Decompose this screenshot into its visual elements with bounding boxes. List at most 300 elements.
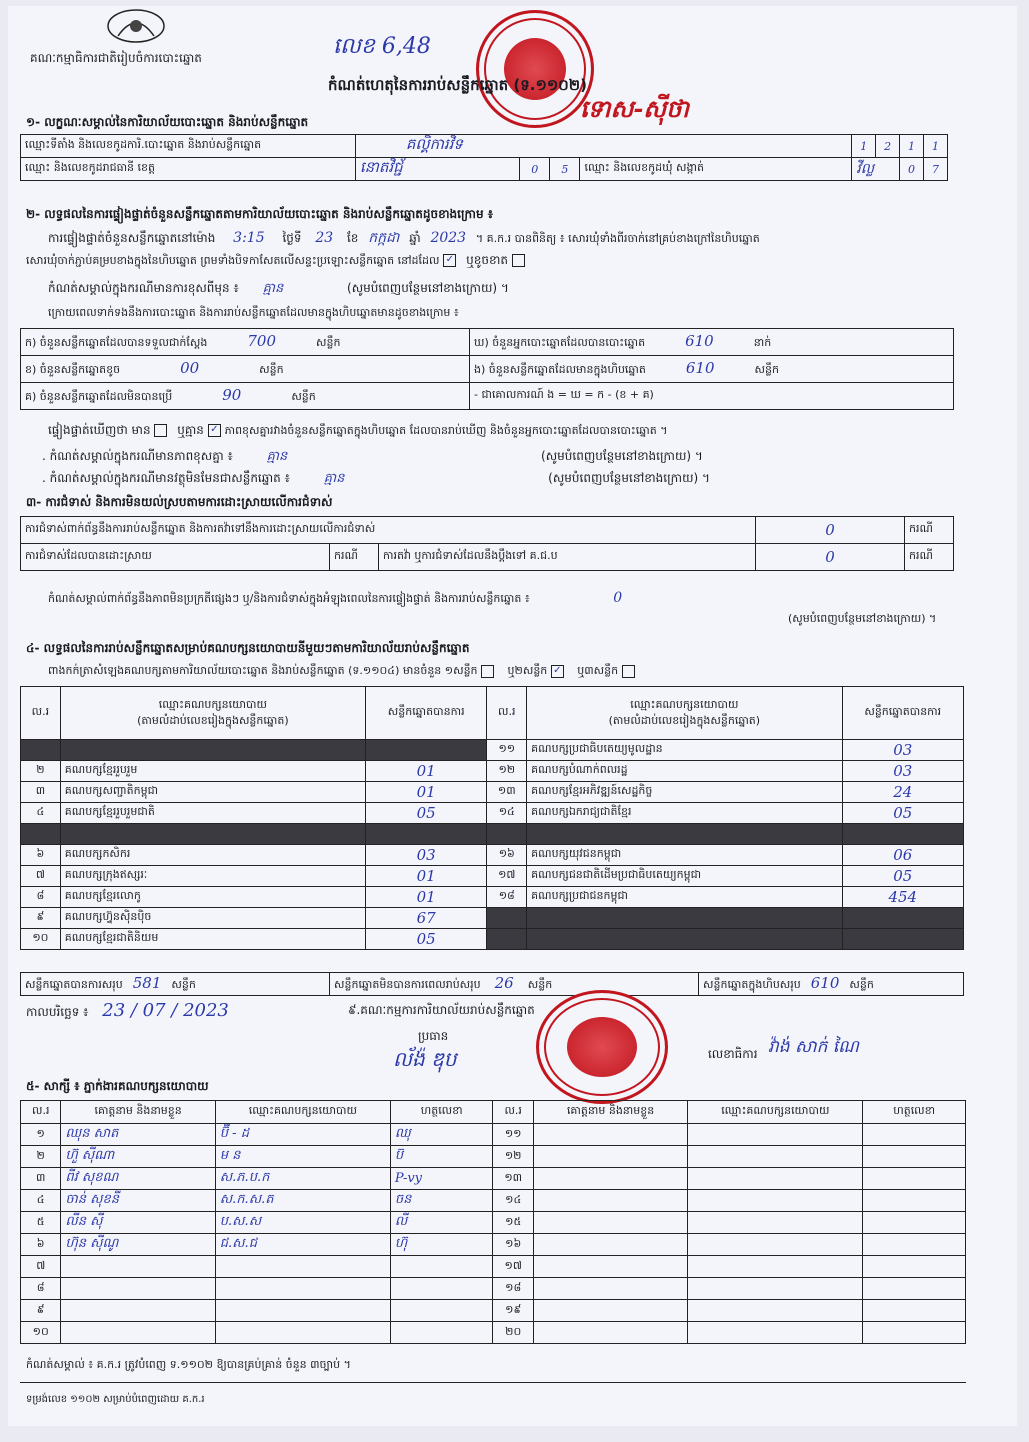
witness-name xyxy=(533,1146,687,1168)
party-name: គណបក្សជនជាតិដើមប្រជាធិបតេយ្យកម្ពុជា xyxy=(527,866,842,887)
col-party-left-title: ឈ្មោះគណបក្សនយោបាយ xyxy=(158,698,267,711)
col-party-right xyxy=(527,687,842,740)
witness-party xyxy=(688,1190,863,1212)
witness-party: ប.ស.ស xyxy=(215,1212,390,1234)
witness-party xyxy=(215,1278,390,1300)
objection-row1-unit: ករណី xyxy=(905,517,954,544)
w-col-no-left: ល.រ xyxy=(21,1101,61,1124)
party-no xyxy=(487,929,527,950)
two-sheets-checkbox[interactable]: ✓ xyxy=(551,665,564,678)
party-no: ៨ xyxy=(21,887,61,908)
witness-signature xyxy=(863,1278,966,1300)
party-votes xyxy=(842,908,963,929)
witness-signature xyxy=(863,1146,966,1168)
witness-name: ហ៊ួ ស៊ីណា xyxy=(61,1146,215,1168)
count-e-unit: សន្លឹក xyxy=(754,363,779,376)
party-no: ៦ xyxy=(21,845,61,866)
section3-note xyxy=(48,590,622,608)
col-no-right: ល.រ xyxy=(487,687,527,740)
witness-name xyxy=(533,1322,687,1344)
party-no: ២ xyxy=(21,761,61,782)
section4-sub xyxy=(48,664,635,680)
count-c-value: 90 xyxy=(222,386,242,404)
witness-signature xyxy=(390,1300,493,1322)
verify-month-label: ខែ xyxy=(346,231,359,245)
witness-party xyxy=(688,1212,863,1234)
verify-day: 23 xyxy=(315,230,334,246)
section3-note-label: កំណត់សម្គាល់ពាក់ព័ន្ធនឹងភាពមិនប្រក្រតីផ្សេងៗ ឬ/និងការជំទាស់ក្នុងអំឡុងពេលនៃការផ្ទៀងផ្ទាត់ និងការរាប់សន្លឹកឆ្នោត ៖ xyxy=(48,592,530,605)
party-votes: 01 xyxy=(365,761,486,782)
party-no xyxy=(487,824,527,845)
section5-heading: ៥- សាក្សី ៖ ភ្នាក់ងារគណបក្សនយោបាយ xyxy=(26,1079,209,1093)
party-row xyxy=(21,740,964,761)
party-row xyxy=(21,866,964,887)
section3-heading: ៣- ការជំទាស់ និងការមិនយល់ស្របតាមការដោះស្រាយលើការជំទាស់ xyxy=(26,495,333,509)
count-intro: ក្រោយពេលទាក់ទងនឹងការបោះឆ្នោត និងការរាប់សន្លឹកឆ្នោតដែលមានក្នុងហិបឆ្នោតមានដូចខាងក្រោម ៖ xyxy=(48,306,459,319)
party-votes: 05 xyxy=(365,929,486,950)
witness-row xyxy=(21,1322,966,1344)
party-name xyxy=(527,824,842,845)
witness-signature: ប៊ xyxy=(390,1146,493,1168)
party-votes: 01 xyxy=(365,866,486,887)
three-sheets-label: ឬ៣សន្លឹក xyxy=(577,664,619,677)
party-no: ១១ xyxy=(487,740,527,761)
footer-form-ref: ទម្រង់លេខ ១១០២ សម្រាប់បំពេញដោយ គ.ក.រ xyxy=(26,1394,205,1405)
form-title: កំណត់ហេតុនៃការរាប់សន្លឹកឆ្នោត (ទ.១១០២) xyxy=(328,76,588,94)
witness-no: ៩ xyxy=(21,1300,61,1322)
station-code-1: 1 xyxy=(852,135,876,158)
witness-name: លីន ស៊ី xyxy=(61,1212,215,1234)
col-votes-left: សន្លឹកឆ្នោតបានការ xyxy=(365,687,486,740)
official-stamp-bottom xyxy=(536,990,668,1104)
party-name: គណបក្សកសិករ xyxy=(60,845,365,866)
party-votes: 67 xyxy=(365,908,486,929)
witness-party xyxy=(688,1146,863,1168)
two-sheets-label: ឬ២សន្លឹក xyxy=(507,664,548,677)
witness-signature xyxy=(390,1278,493,1300)
org-name: គណៈកម្មាធិការជាតិរៀបចំការបោះឆ្នោត xyxy=(30,51,202,65)
footer-rule xyxy=(20,1382,966,1383)
party-row xyxy=(21,782,964,803)
count-c-unit: សន្លឹក xyxy=(291,390,316,403)
damaged-label: ឬខូចខាត xyxy=(466,253,509,267)
note2-tail: (សូមបំពេញបន្ថែមនៅខាងក្រោយ) ។ xyxy=(548,471,710,485)
has-difference-checkbox[interactable] xyxy=(154,424,167,437)
party-no: ១៦ xyxy=(487,845,527,866)
party-votes: 06 xyxy=(842,845,963,866)
witness-party xyxy=(688,1256,863,1278)
witness-party xyxy=(215,1256,390,1278)
red-handwritten-note: ទោស-ស៊ីថា xyxy=(580,94,689,123)
witness-row xyxy=(21,1234,966,1256)
count-a-unit: សន្លឹក xyxy=(316,336,341,349)
total-valid: 581 xyxy=(132,974,162,992)
party-votes: 03 xyxy=(365,845,486,866)
party-no: ៤ xyxy=(21,803,61,824)
emblem-icon xyxy=(104,6,168,44)
total-all-label: សន្លឹកឆ្នោតក្នុងហិបសរុប xyxy=(703,978,801,991)
witness-party xyxy=(688,1300,863,1322)
w-col-name-right: គោត្តនាម និងនាមខ្លួន xyxy=(533,1101,687,1124)
col-party-left xyxy=(60,687,365,740)
party-votes: 454 xyxy=(842,887,963,908)
party-no xyxy=(487,908,527,929)
witness-party xyxy=(215,1300,390,1322)
total-invalid-unit: សន្លឹក xyxy=(527,978,553,991)
damaged-checkbox[interactable] xyxy=(512,254,525,267)
w-col-no-right: ល.រ xyxy=(493,1101,533,1124)
witness-party: ម ន xyxy=(215,1146,390,1168)
count-a-label: ក) ចំនួនសន្លឹកឆ្នោតដែលបានទទួលជាក់ស្តែង xyxy=(25,336,208,349)
station-code-4: 1 xyxy=(924,135,948,158)
no-difference-checkbox[interactable]: ✓ xyxy=(208,424,221,437)
witness-name xyxy=(61,1322,215,1344)
totals-table xyxy=(20,972,964,996)
station-label: ឈ្មោះទីតាំង និងលេខកូដការិ.បោះឆ្នោត និងរាប់សន្លឹកឆ្នោត xyxy=(21,135,356,158)
witness-name xyxy=(533,1256,687,1278)
note2-value: គ្មាន xyxy=(323,471,345,486)
col-party-right-sub: (តាមលំដាប់លេខរៀងក្នុងសន្លឹកឆ្នោត) xyxy=(608,714,761,727)
witness-name xyxy=(533,1190,687,1212)
party-no: ១៣ xyxy=(487,782,527,803)
witness-party xyxy=(688,1168,863,1190)
witness-no: ៥ xyxy=(21,1212,61,1234)
witness-no: ១៥ xyxy=(493,1212,533,1234)
witness-no: ៨ xyxy=(21,1278,61,1300)
section4-heading: ៤- លទ្ធផលនៃការរាប់សន្លឹកឆ្នោតសម្រាប់គណបក្សនយោបាយនីមួយៗតាមការិយាល័យរាប់សន្លឹកឆ្នោត xyxy=(26,641,470,655)
verify-year: 2023 xyxy=(430,230,467,246)
three-sheets-checkbox[interactable] xyxy=(622,665,635,678)
witness-signature xyxy=(390,1256,493,1278)
objection-row2-value: 0 xyxy=(756,544,905,571)
witness-name: ឈុន សាត xyxy=(61,1124,215,1146)
secretary-signature: វ៉ាង់ សាក់ ណៃ xyxy=(768,1037,859,1057)
witness-party: ជ.ស.ជ xyxy=(215,1234,390,1256)
witness-no: ១៧ xyxy=(493,1256,533,1278)
party-votes: 01 xyxy=(365,782,486,803)
party-name: គណបក្សបំណាក់ពលរដ្ឋ xyxy=(527,761,842,782)
total-valid-unit: សន្លឹក xyxy=(171,978,196,991)
count-d-value: 610 xyxy=(685,332,714,350)
party-row xyxy=(21,929,964,950)
party-no: ៧ xyxy=(21,866,61,887)
party-votes xyxy=(842,824,963,845)
verify-year-label: ឆ្នាំ xyxy=(409,231,421,245)
party-results-table xyxy=(20,686,964,950)
total-invalid-label: សន្លឹកឆ្នោតមិនបានការពេលរាប់សរុប xyxy=(334,978,481,991)
witness-signature: ហ៊ុ xyxy=(390,1234,493,1256)
count-b-value: 00 xyxy=(180,359,200,377)
no-difference-label: ឬគ្មាន xyxy=(177,423,204,437)
witness-name xyxy=(533,1124,687,1146)
party-row xyxy=(21,761,964,782)
witness-name: ហ៊ុន ស៊ីណូ xyxy=(61,1234,215,1256)
party-no: ៣ xyxy=(21,782,61,803)
party-row xyxy=(21,887,964,908)
date-line xyxy=(26,1000,229,1022)
w-col-party-right: ឈ្មោះគណបក្សនយោបាយ xyxy=(688,1101,863,1124)
witness-row xyxy=(21,1212,966,1234)
witness-name xyxy=(61,1256,215,1278)
witness-party: ស.ភ.ប.ក xyxy=(215,1168,390,1190)
compare-tail: ភាពខុសគ្នារវាងចំនួនសន្លឹកឆ្នោតក្នុងហិបឆ្នោត ដែលបានរាប់ឃើញ និងចំនួនអ្នកបោះឆ្នោតដែលបានបោះឆ្នោត ។ xyxy=(224,424,668,437)
witness-name: ពីវ សុខណ xyxy=(61,1168,215,1190)
witness-no: ១៩ xyxy=(493,1300,533,1322)
witness-row xyxy=(21,1168,966,1190)
count-c-label: គ) ចំនួនសន្លឹកឆ្នោតដែលមិនបានប្រើ xyxy=(25,390,173,403)
witness-no: ១៨ xyxy=(493,1278,533,1300)
date-value: 23 / 07 / 2023 xyxy=(102,1000,229,1021)
party-name xyxy=(60,740,365,761)
witness-party: ប៊ី - ដ xyxy=(215,1124,390,1146)
total-all: 610 xyxy=(810,974,840,992)
difference-note-value: គ្មាន xyxy=(262,281,284,296)
party-row xyxy=(21,845,964,866)
objection-row2-label: ការជំទាស់ដែលបានដោះស្រាយ xyxy=(21,544,330,571)
compare-label: ផ្ទៀងផ្ទាត់ឃើញថា មាន xyxy=(48,423,151,437)
note1-tail: (សូមបំពេញបន្ថែមនៅខាងក្រោយ) ។ xyxy=(541,449,703,463)
intact-checkbox[interactable]: ✓ xyxy=(443,254,456,267)
section3-note-value: 0 xyxy=(613,590,623,606)
witness-no: ១០ xyxy=(21,1322,61,1344)
commune-value: វីល្ល xyxy=(852,158,900,181)
objection-row1-label: ការជំទាស់ពាក់ព័ន្ធនឹងការរាប់សន្លឹកឆ្នោត និងការតវ៉ាទៅនឹងការដោះស្រាយលើការជំទាស់ xyxy=(21,517,756,544)
official-stamp-top xyxy=(476,10,594,128)
witness-signature xyxy=(863,1256,966,1278)
province-label: ឈ្មោះ និងលេខកូដរាជធានី ខេត្ត xyxy=(21,158,356,181)
party-votes: 03 xyxy=(842,740,963,761)
party-name: គណបក្សសញ្ជាតិកម្ពុជា xyxy=(60,782,365,803)
w-col-sign-right: ហត្ថលេខា xyxy=(863,1101,966,1124)
witness-signature xyxy=(863,1234,966,1256)
witness-signature xyxy=(390,1322,493,1344)
witness-no: ៤ xyxy=(21,1190,61,1212)
count-b-unit: សន្លឹក xyxy=(259,363,284,376)
note1-value: គ្មាន xyxy=(266,449,288,464)
witness-table xyxy=(20,1100,966,1344)
party-name: គណបក្សហ្វ៊ុនស៊ិនប៉ិច xyxy=(60,908,365,929)
handwritten-number: លេខ 6,48 xyxy=(333,34,431,59)
witness-party xyxy=(215,1322,390,1344)
witness-signature xyxy=(863,1168,966,1190)
note1-label: . កំណត់សម្គាល់ក្នុងករណីមានភាពខុសគ្នា ៖ xyxy=(42,449,233,463)
witness-signature xyxy=(863,1124,966,1146)
col-votes-right: សន្លឹកឆ្នោតបានការ xyxy=(842,687,963,740)
witness-name xyxy=(533,1234,687,1256)
objection-table xyxy=(20,516,954,571)
total-invalid: 26 xyxy=(494,974,514,992)
party-votes xyxy=(365,740,486,761)
w-col-party-left: ឈ្មោះគណបក្សនយោបាយ xyxy=(215,1101,390,1124)
form-page xyxy=(8,6,1017,1426)
president-label: ប្រធាន xyxy=(418,1029,449,1043)
witness-no: ១៤ xyxy=(493,1190,533,1212)
count-e-value: 610 xyxy=(685,359,715,377)
objection-row1-value: 0 xyxy=(756,517,905,544)
witness-party xyxy=(688,1322,863,1344)
verify-month: កក្កដា xyxy=(368,230,400,246)
party-no: ១៤ xyxy=(487,803,527,824)
party-no: ១២ xyxy=(487,761,527,782)
party-no: ១៧ xyxy=(487,866,527,887)
party-name xyxy=(527,908,842,929)
witness-name xyxy=(61,1300,215,1322)
station-code-2: 2 xyxy=(876,135,900,158)
compare-line xyxy=(48,422,667,440)
note2-line xyxy=(42,470,710,489)
witness-name: ចាន់ សុខនី xyxy=(61,1190,215,1212)
party-row xyxy=(21,803,964,824)
witness-signature: លី xyxy=(390,1212,493,1234)
witness-signature xyxy=(863,1212,966,1234)
party-name: គណបក្សប្រជាជនកម្ពុជា xyxy=(527,887,842,908)
witness-no: ១១ xyxy=(493,1124,533,1146)
date-label: កាលបរិច្ឆេទ ៖ xyxy=(26,1005,89,1019)
party-row xyxy=(21,824,964,845)
verify-checks-text: ។ គ.ក.រ បានពិនិត្យ ៖ សោរឃុំទាំងពីរចាក់នៅគ្រប់ខាងក្រៅនៃហិបឆ្នោត xyxy=(475,232,760,245)
witness-no: ១៣ xyxy=(493,1168,533,1190)
sheets-label: ពាងកក់ត្រាសំឡេងគណបក្សតាមការិយាល័យបោះឆ្នោត និងរាប់សន្លឹកឆ្នោត (ទ.១១០៤) មានចំនួន ១សន្លឹក xyxy=(48,664,478,677)
party-name: គណបក្សខ្មែររួបរួមជាតិ xyxy=(60,803,365,824)
verify-day-label: ថ្ងៃទី xyxy=(282,231,302,245)
witness-name xyxy=(533,1300,687,1322)
party-no: ១៨ xyxy=(487,887,527,908)
count-b-label: ខ) ចំនួនសន្លឹកឆ្នោតខូច xyxy=(25,363,121,376)
party-no xyxy=(21,740,61,761)
province-code-1: 0 xyxy=(520,158,550,181)
party-name: គណបក្សខ្មែរលោកូ xyxy=(60,887,365,908)
witness-row xyxy=(21,1146,966,1168)
section2-heading: ២- លទ្ធផលនៃការផ្ទៀងផ្ទាត់ចំនួនសន្លឹកឆ្នោតតាមការិយាល័យបោះឆ្នោត និងរាប់សន្លឹកឆ្នោតដូចខាងក្រោម ៖ xyxy=(26,207,494,221)
witness-name xyxy=(533,1212,687,1234)
col-party-left-sub: (តាមលំដាប់លេខរៀងក្នុងសន្លឹកឆ្នោត) xyxy=(137,714,289,727)
witness-signature xyxy=(863,1190,966,1212)
witness-no: ៦ xyxy=(21,1234,61,1256)
witness-no: ១២ xyxy=(493,1146,533,1168)
witness-name xyxy=(61,1278,215,1300)
witness-signature: P-vy xyxy=(390,1168,493,1190)
party-name xyxy=(527,929,842,950)
total-all-unit: សន្លឹក xyxy=(849,978,874,991)
party-no xyxy=(21,824,61,845)
party-votes: 01 xyxy=(365,887,486,908)
witness-signature xyxy=(863,1322,966,1344)
witness-name xyxy=(533,1168,687,1190)
party-name: គណបក្សខ្មែរជាតិនិយម xyxy=(60,929,365,950)
count-table xyxy=(20,328,954,410)
count-a-value: 700 xyxy=(247,332,276,350)
section1-table xyxy=(20,134,948,181)
lock-text: សោរឃុំចាក់ភ្ជាប់គម្របខាងក្នុងនៃហិបឆ្នោត ព្រមទាំងបិទកាសែតលើសន្ទះប្រឡោះសន្លឹកឆ្នោត នៅដដែល xyxy=(26,254,440,267)
party-name xyxy=(60,824,365,845)
committee-label: ៩.គណៈកម្មការការិយាល័យរាប់សន្លឹកឆ្នោត xyxy=(348,1003,535,1017)
party-votes xyxy=(365,824,486,845)
note2-label: . កំណត់សម្គាល់ក្នុងករណីមានវត្ថុមិនមែនជាសន្លឹកឆ្នោត ៖ xyxy=(42,471,290,485)
witness-no: ១ xyxy=(21,1124,61,1146)
witness-name xyxy=(533,1278,687,1300)
witness-no: ២ xyxy=(21,1146,61,1168)
party-votes: 24 xyxy=(842,782,963,803)
witness-no: ១៦ xyxy=(493,1234,533,1256)
total-valid-label: សន្លឹកឆ្នោតបានការសរុប xyxy=(25,978,123,991)
note1-line xyxy=(42,448,703,467)
witness-row xyxy=(21,1256,966,1278)
witness-signature: ចន xyxy=(390,1190,493,1212)
section3-note-tail: (សូមបំពេញបន្ថែមនៅខាងក្រោយ) ។ xyxy=(788,612,937,625)
party-name: គណបក្សឯករាជ្យជាតិខ្មែរ xyxy=(527,803,842,824)
difference-note-tail: (សូមបំពេញបន្ថែមនៅខាងក្រោយ) ។ xyxy=(347,281,509,295)
province-code-2: 5 xyxy=(550,158,580,181)
party-votes xyxy=(842,929,963,950)
witness-signature: ឈុ xyxy=(390,1124,493,1146)
party-votes: 05 xyxy=(842,803,963,824)
commune-code-1: 0 xyxy=(900,158,924,181)
footer-note: កំណត់សម្គាល់ ៖ គ.ក.រ ត្រូវបំពេញ ទ.១១០២ ឱ្យបានគ្រប់គ្រាន់ ចំនួន ៣ច្បាប់ ។ xyxy=(26,1358,351,1371)
verification-line xyxy=(48,228,760,249)
party-name: គណបក្សខ្មែររួបរួម xyxy=(60,761,365,782)
w-col-sign-left: ហត្ថលេខា xyxy=(390,1101,493,1124)
col-party-right-title: ឈ្មោះគណបក្សនយោបាយ xyxy=(630,698,739,711)
party-name: គណបក្សក្រុងឥស្សរៈ xyxy=(60,866,365,887)
w-col-name-left: គោត្តនាម និងនាមខ្លួន xyxy=(61,1101,215,1124)
witness-row xyxy=(21,1124,966,1146)
witness-row xyxy=(21,1278,966,1300)
witness-no: ៧ xyxy=(21,1256,61,1278)
witness-party: ស.ក.ស.ត xyxy=(215,1190,390,1212)
witness-row xyxy=(21,1300,966,1322)
party-row xyxy=(21,908,964,929)
commune-code-2: 7 xyxy=(924,158,948,181)
witness-row xyxy=(21,1190,966,1212)
objection-row2-unit: ករណី xyxy=(330,544,379,571)
party-no: ៩ xyxy=(21,908,61,929)
verify-time-label: ការផ្ទៀងផ្ទាត់ចំនួនសន្លឹកឆ្នោតនៅម៉ោង xyxy=(48,231,216,245)
witness-party xyxy=(688,1278,863,1300)
verify-time: 3:15 xyxy=(233,230,265,246)
count-d-label: ឃ) ចំនួនអ្នកបោះឆ្នោតដែលបានបោះឆ្នោត xyxy=(474,336,646,349)
witness-party xyxy=(688,1124,863,1146)
party-votes: 05 xyxy=(842,866,963,887)
party-votes: 05 xyxy=(365,803,486,824)
party-name: គណបក្សប្រជាធិបតេយ្យមូលដ្ឋាន xyxy=(527,740,842,761)
witness-signature xyxy=(863,1300,966,1322)
objection-row2-unit2: ករណី xyxy=(905,544,954,571)
witness-no: ៣ xyxy=(21,1168,61,1190)
station-value: គល្គិការវិទ xyxy=(355,135,851,158)
count-e-label: ង) ចំនួនសន្លឹកឆ្នោតដែលមានក្នុងហិបឆ្នោត xyxy=(474,363,646,376)
one-sheet-checkbox[interactable] xyxy=(481,665,494,678)
party-no: ១០ xyxy=(21,929,61,950)
difference-note-label: កំណត់សម្គាល់ក្នុងករណីមានការខុសពីមុន ៖ xyxy=(48,281,239,295)
witness-party xyxy=(688,1234,863,1256)
difference-note-line xyxy=(48,280,509,299)
secretary-label: លេខាធិការ xyxy=(708,1047,758,1061)
station-code-3: 1 xyxy=(900,135,924,158)
party-votes: 03 xyxy=(842,761,963,782)
province-value: នោតវិជ្ជ័ xyxy=(355,158,519,181)
col-no-left: ល.រ xyxy=(21,687,61,740)
party-name: គណបក្សខ្មែរអភិវឌ្ឍន៍សេដ្ឋកិច្ច xyxy=(527,782,842,803)
witness-no: ២០ xyxy=(493,1322,533,1344)
count-d-unit: នាក់ xyxy=(753,336,772,349)
objection-row2-mid: ការតវ៉ា ឬការជំទាស់ដែលនឹងប្តឹងទៅ គ.ជ.ប xyxy=(379,544,756,571)
section1-heading: ១- លក្ខណៈសម្គាល់នៃការិយាល័យបោះឆ្នោត និងរាប់សន្លឹកឆ្នោត xyxy=(26,115,309,129)
lock-line xyxy=(26,252,525,270)
president-signature: ល័ង៉ ឌុប xyxy=(393,1047,457,1071)
count-formula: - ជាគោលការណ៍ ង = ឃ = ក - (ខ + គ) xyxy=(474,388,654,401)
commune-label: ឈ្មោះ និងលេខកូដឃុំ សង្កាត់ xyxy=(580,158,852,181)
party-name: គណបក្សយុវជនកម្ពុជា xyxy=(527,845,842,866)
